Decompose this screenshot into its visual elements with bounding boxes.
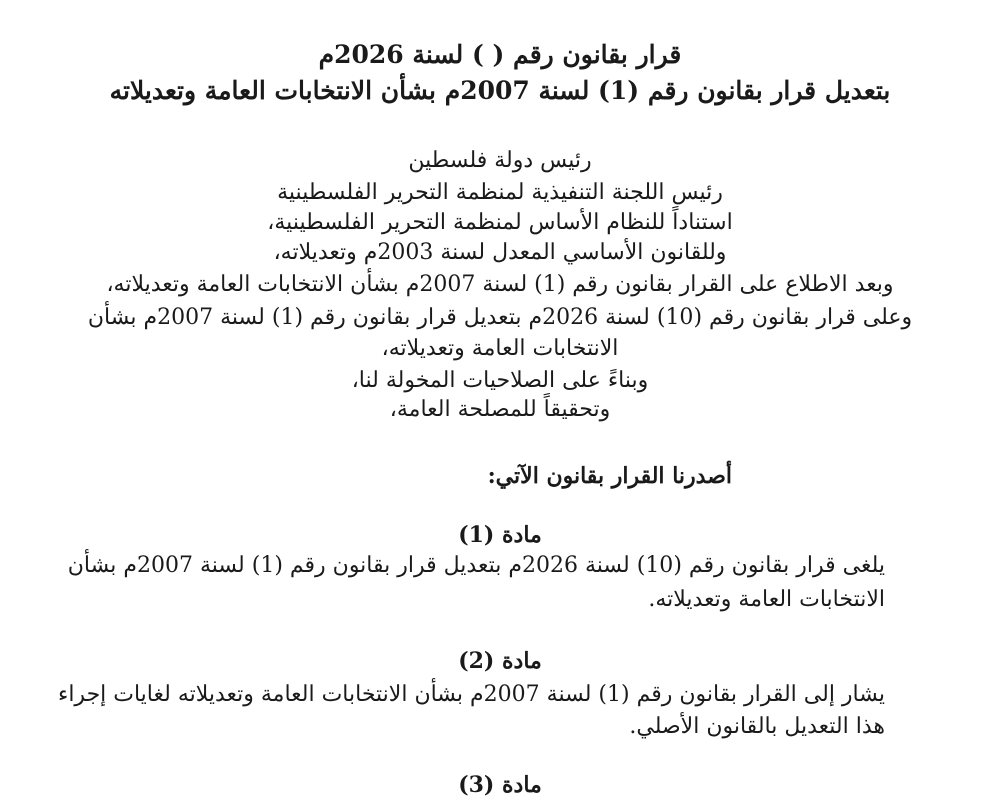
preamble-line: وتحقيقاً للمصلحة العامة، [389,397,611,422]
document-subtitle: بتعديل قرار بقانون رقم (1) لسنة 2007م بشأن الانتخابات العامة وتعديلاته [109,76,891,105]
article-3-heading: مادة (3) [458,772,542,798]
preamble-line: وعلى قرار بقانون رقم (10) لسنة 2026م بتعديل قرار بقانون رقم (1) لسنة 2007م بشأن [87,305,913,330]
preamble-line: وبناءً على الصلاحيات المخولة لنا، [351,368,649,393]
document-title: قرار بقانون رقم ( ) لسنة 2026م [318,40,682,69]
preamble-line: استناداً للنظام الأساس لمنظمة التحرير الفلسطينية، [267,210,733,235]
preamble-line: رئيس اللجنة التنفيذية لمنظمة التحرير الفلسطينية [277,180,723,205]
article-2-line: يشار إلى القرار بقانون رقم (1) لسنة 2007م بشأن الانتخابات العامة وتعديلاته لغايات إجراء [57,682,885,707]
preamble-line: وللقانون الأساسي المعدل لسنة 2003م وتعديلاته، [273,240,727,265]
article-2-line: هذا التعديل بالقانون الأصلي. [629,714,885,739]
article-1-line: الانتخابات العامة وتعديلاته. [648,587,885,612]
article-2-heading: مادة (2) [458,648,542,674]
article-1-line: يلغى قرار بقانون رقم (10) لسنة 2026م بتعديل قرار بقانون رقم (1) لسنة 2007م بشأن [67,553,885,578]
preamble-line: الانتخابات العامة وتعديلاته، [381,336,619,361]
article-1-heading: مادة (1) [458,522,542,548]
preamble-line: رئيس دولة فلسطين [408,148,592,173]
preamble-line: وبعد الاطلاع على القرار بقانون رقم (1) لسنة 2007م بشأن الانتخابات العامة وتعديلاته، [106,272,894,297]
issued-statement: أصدرنا القرار بقانون الآتي: [487,463,732,489]
